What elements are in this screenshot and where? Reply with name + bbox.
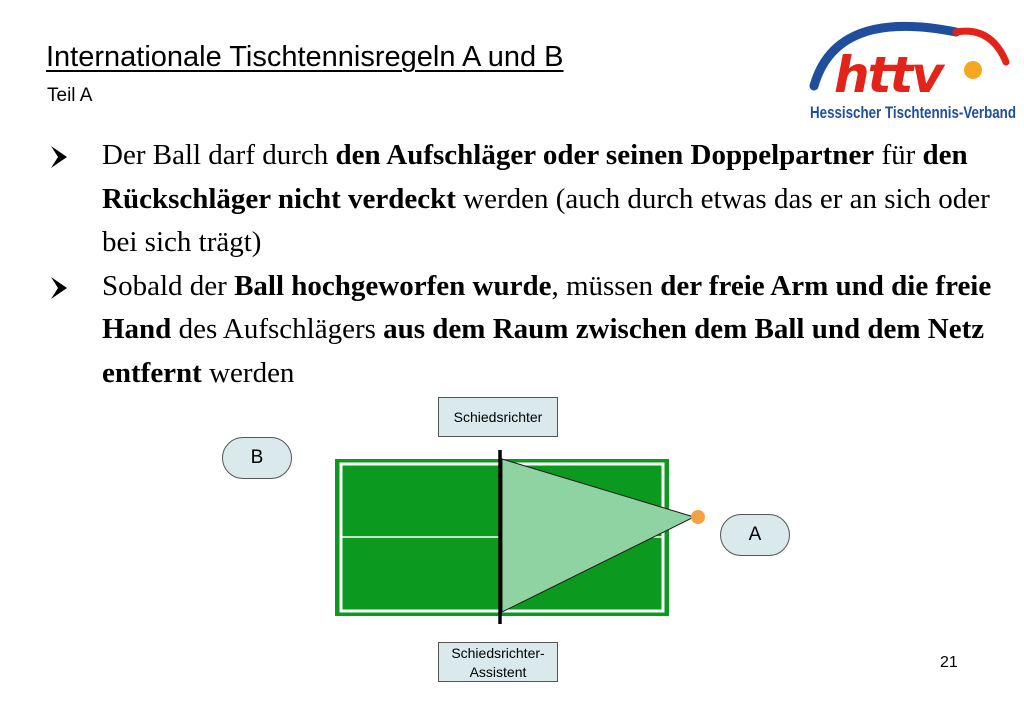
umpire-box: Schiedsrichter [438, 397, 558, 437]
logo-caption: Hessischer Tischtennis-Verband [810, 104, 1016, 122]
page-number: 21 [940, 654, 958, 671]
logo-wordmark: httv [834, 46, 942, 104]
bullet-text-2: Sobald der Ball hochgeworfen wurde, müssen der freie Arm und die freie Hand des Aufschlägers aus dem Raum zwischen dem Ball und dem Netz entfernt werden [102, 269, 992, 389]
slide-subtitle: Teil A [47, 85, 93, 106]
assistant-umpire-label: Schiedsrichter- Assistent [451, 645, 545, 680]
player-b: B [222, 437, 292, 479]
player-a: A [720, 514, 790, 556]
assistant-umpire-box [438, 642, 558, 682]
slide-title: Internationale Tischtennisregeln A und B [46, 41, 564, 73]
ball-marker [691, 510, 705, 524]
bullet-text-1: Der Ball darf durch den Aufschläger oder seinen Doppelpartner für den Rückschläger nicht verdeckt werden (auch durch etwas das er an sich oder bei sich trägt) [102, 139, 990, 258]
